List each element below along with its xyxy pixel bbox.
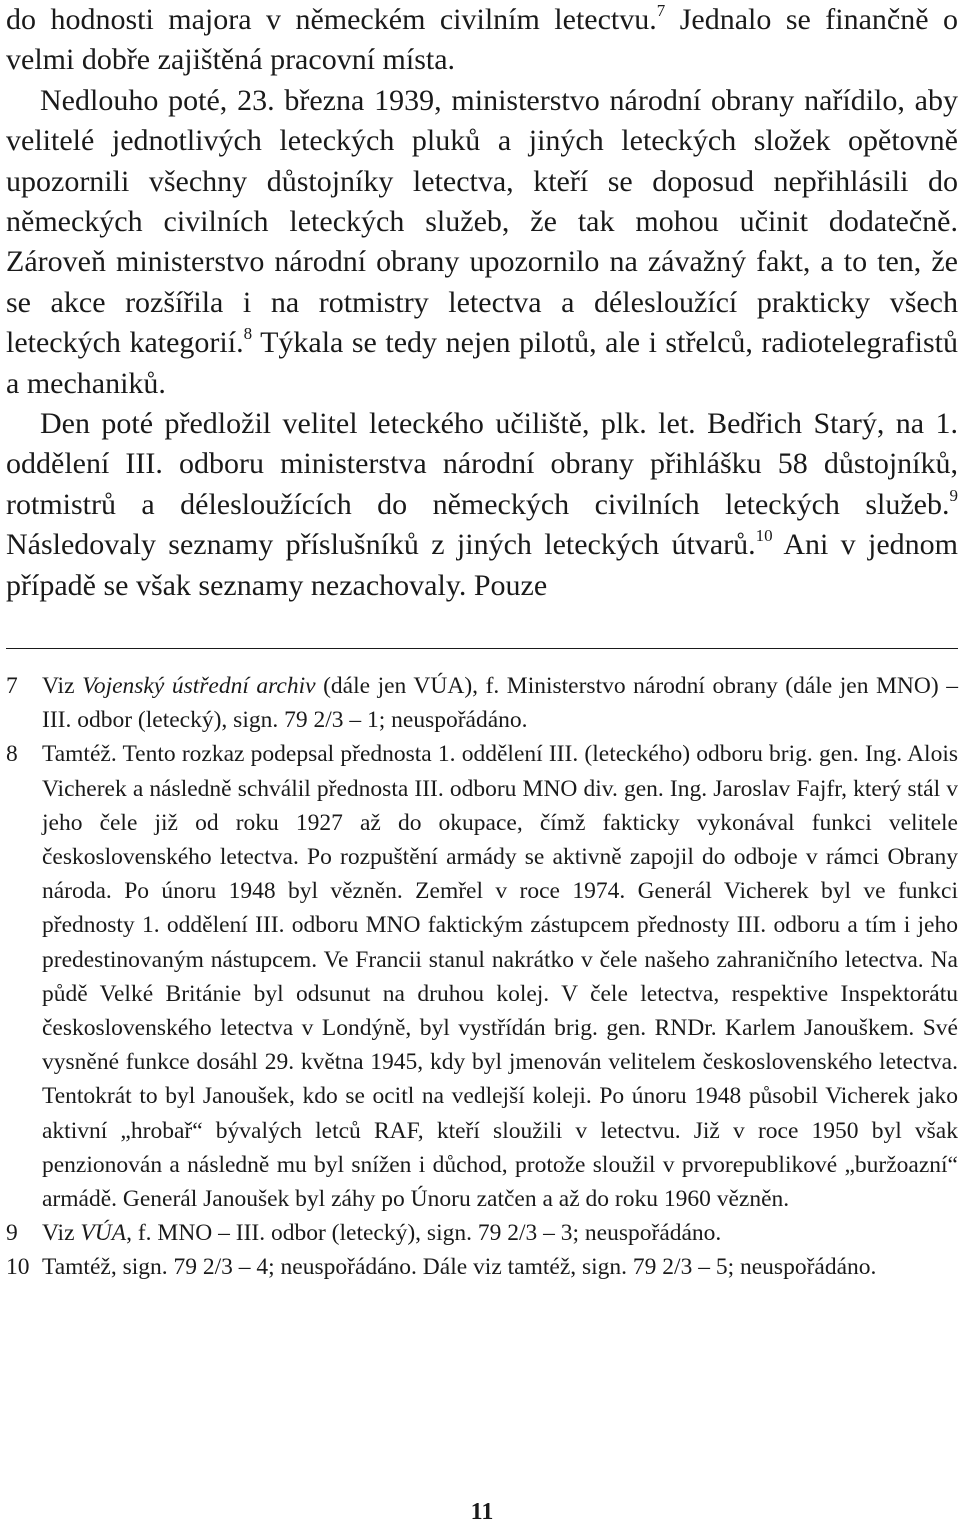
footnote-number: 8	[6, 741, 18, 768]
paragraph-1-text-a: do hodnosti majora v německém civilním letectvu.	[6, 3, 657, 36]
footnote-ref-8[interactable]: 8	[243, 324, 253, 344]
paragraph-3-text-a: Den poté předložil velitel leteckého učiliště, plk. let. Bedřich Starý, na 1. oddělení III. odboru ministerstva národní obrany přihlášku 58 důstojníků, rotmistrů a délesloužících do německých civilních leteckých služeb.	[6, 407, 958, 521]
paragraph-2	[6, 81, 958, 404]
footnote-item	[6, 737, 958, 1216]
footnote-italic-title: Vojenský ústřední archiv	[82, 673, 316, 699]
footnote-italic-title: VÚA	[80, 1220, 127, 1247]
footnote-text	[42, 1216, 958, 1250]
paragraph-1-text-b: Jednalo se finančně o velmi dobře zajištěná pracovní místa.	[6, 3, 958, 77]
footnote-text-post: (dále jen VÚA), f. Ministerstvo národní obrany (dále jen MNO) – III. odbor (letecký), sign. 79 2/3 – 1; neuspořádáno.	[42, 673, 958, 734]
footnote-text: Tamtéž, sign. 79 2/3 – 4; neuspořádáno. Dále viz tamtéž, sign. 79 2/3 – 5; neuspořádáno.	[42, 1254, 877, 1281]
footnote-text: Tamtéž. Tento rozkaz podepsal přednosta 1. oddělení III. (leteckého) odboru brig. gen. Ing. Alois Vicherek a následně schválil přednosta III. odboru MNO div. gen. Ing. Jaroslav Fajfr, který stál v jeho čele již od roku 1927 až do okupace, čímž fakticky vykonával funkci velitele československého letectva. Po rozpuštění armády se aktivně zapojil do odboje v rámci Obrany národa. Po únoru 1948 byl vězněn. Zemřel v roce 1974. Generál Vicherek byl ve funkci přednosty 1. oddělení III. odboru MNO faktickým zástupcem přednosty III. odboru a tím i jeho predestinovaným nástupcem. Ve Francii stanul nakrátko v čele našeho zahraničního letectva. Na půdě Velké Británie byl odsunut na druhou kolej. V čele letectva, respektive Inspektorátu československého letectva v Londýně, byl vystřídán brig. gen. RNDr. Karlem Janouškem. Své vysněné funkce dosáhl 29. května 1945, kdy byl jmenován velitelem československého letectva. Tentokrát to byl Janoušek, kdo se ocitl na vedlejší koleji. Po únoru 1948 působil Vicherek jako aktivní „hrobař“ bývalých letců RAF, kteří sloužili v letectvu. Již v roce 1950 byl však penzionován a následně mu byl snížen i důchod, protože sloužil v prvorepublikové „buržoazní“ armádě. Generál Janoušek byl záhy po Únoru zatčen a až do roku 1960 vězněn.	[42, 741, 958, 1213]
paragraph-3-text-c: Ani v jednom případě se však seznamy nezachovaly. Pouze	[6, 528, 958, 602]
footnote-number: 7	[6, 673, 18, 699]
footnote-text-post: , f. MNO – III. odbor (letecký), sign. 79 2/3 – 3; neuspořádáno.	[126, 1220, 722, 1247]
footnote-text	[42, 669, 958, 737]
paragraph-2-text-a: Nedlouho poté, 23. března 1939, ministerstvo národní obrany nařídilo, aby velitelé jednotlivých leteckých pluků a jiných leteckých složek opětovně upozornili všechny důstojníky letectva, kteří se doposud nepřihlásili do německých civilních leteckých služeb, že tak mohou učinit dodatečně. Zároveň ministerstvo národní obrany upozornilo na závažný fakt, a to ten, že se akce rozšířila i na rotmistry letectva a délesloužící prakticky všech leteckých kategorií.	[6, 83, 958, 360]
paragraph-1	[6, 0, 958, 81]
paragraph-3	[6, 404, 958, 606]
main-text	[6, 0, 958, 606]
footnote-item	[6, 1216, 958, 1250]
footnote-text-pre: Viz	[42, 673, 83, 699]
footnote-item	[6, 1250, 958, 1284]
footnote-text-pre: Viz	[42, 1220, 81, 1247]
footnote-item	[6, 669, 958, 737]
footnote-list	[6, 669, 958, 1285]
paragraph-3-text-b: Následovaly seznamy příslušníků z jiných leteckých útvarů.	[6, 528, 756, 562]
footnote-ref-7[interactable]: 7	[656, 1, 666, 20]
document-page	[6, 0, 958, 1526]
page-number: 11	[470, 1499, 494, 1525]
footnote-ref-10[interactable]: 10	[755, 526, 773, 546]
footnote-number: 10	[6, 1254, 30, 1281]
footnote-divider	[6, 648, 958, 649]
paragraph-2-text-b: Týkala se tedy nejen pilotů, ale i střelců, radiotelegrafistů a mechaniků.	[6, 326, 958, 400]
footnote-ref-9[interactable]: 9	[949, 485, 958, 505]
footnote-number: 9	[6, 1220, 18, 1247]
